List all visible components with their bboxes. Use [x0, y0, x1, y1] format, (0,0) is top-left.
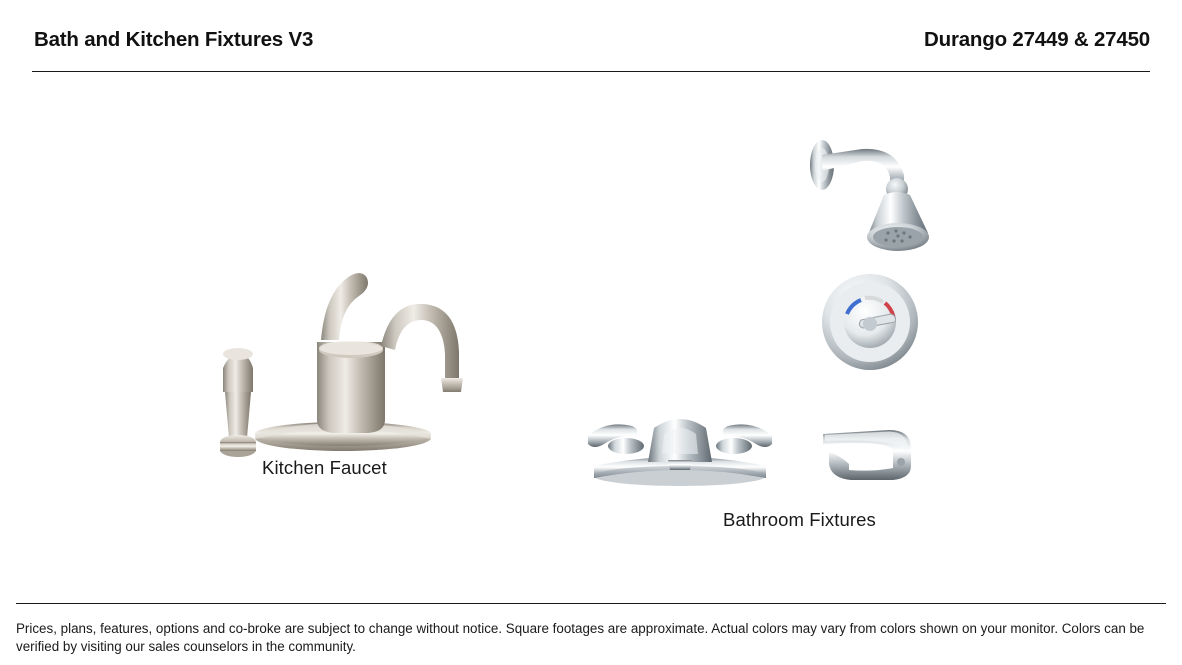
- tub-spout-image: [815, 412, 925, 492]
- page-title: Bath and Kitchen Fixtures V3: [34, 28, 314, 51]
- page-header: [0, 0, 1182, 72]
- header-inner: [34, 28, 1150, 52]
- fixtures-stage: [0, 72, 1182, 600]
- shower-head-image: [800, 127, 980, 267]
- footer-divider: [16, 603, 1166, 604]
- kitchen-faucet-caption: Kitchen Faucet: [262, 457, 387, 478]
- kitchen-faucet-icon: [195, 242, 495, 492]
- kitchen-faucet-image: [195, 242, 495, 492]
- shower-valve-trim-icon: [805, 262, 935, 392]
- lavatory-faucet-icon: [580, 382, 780, 492]
- tub-spout-icon: [815, 412, 925, 492]
- svg-text:◦: ◦: [893, 353, 896, 360]
- plan-identifier: Durango 27449 & 27450: [924, 28, 1150, 51]
- disclaimer-text: Prices, plans, features, options and co-broke are subject to change without notice. Square footages are approximate. Actual colors may vary from colors shown on your monitor. Colors can be verified by visiting our sales counselors in the community.: [16, 621, 1145, 654]
- bathroom-fixtures-caption: Bathroom Fixtures: [723, 509, 876, 530]
- lavatory-faucet-image: [580, 382, 780, 492]
- shower-valve-trim-image: [805, 262, 935, 392]
- shower-head-icon: [800, 127, 980, 267]
- page-footer: [0, 603, 1182, 665]
